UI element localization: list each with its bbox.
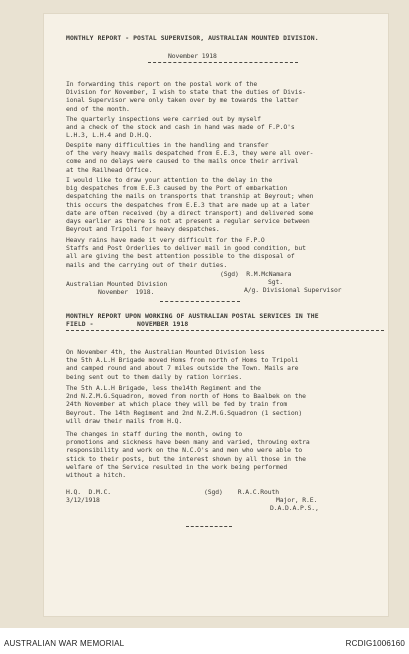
collection-label: AUSTRALIAN WAR MEMORIAL [4, 639, 125, 648]
report2-paragraph-1: On November 4th, the Australian Mounted Division less the 5th A.L.H Brigade moved Homs from north of Homs to Tripoli and camped round and about 7 miles outside the Town. Mails are being sent out to them daily by ration lorries. [66, 348, 299, 381]
report2-place: H.Q. D.M.C. [66, 488, 111, 496]
record-id: RCDIG1006160 [345, 639, 405, 648]
report2-role: D.A.D.A.P.S., [270, 504, 319, 512]
report2-rank: Major, R.E. [276, 496, 318, 504]
report2-title-line1: MONTHLY REPORT UPON WORKING OF AUSTRALIAN POSTAL SERVICES IN THE [66, 312, 319, 320]
section-divider [160, 301, 240, 302]
report1-paragraph-4: I would like to draw your attention to the delay in the big despatches from E.E.3 caused by the Port of embarkation despatching the mails on transports that tranship at Beyrout; when this occurs the despatches from E.E.3 that are made up at a later date are often received (by a direct transport) and delivered some days earlier as there is not at present a regular service between Beyrout and Tripoli for heavy despatches. [66, 176, 314, 234]
report2-title-line2: FIELD - NOVEMBER 1918 [66, 320, 189, 328]
report2-paragraph-2: The 5th A.L.H Brigade, less the14th Regiment and the 2nd N.Z.M.G.Squadron, moved from north of Homs to Baalbek on the 24th November at which place they will be fed by train from Beyrout. The 14th Regiment and 2nd N.Z.M.G.Squadron (1 section) will draw their mails from H.Q. [66, 384, 306, 425]
report1-paragraph-5: Heavy rains have made it very difficult for the F.P.O Staffs and Post Orderlies to deliver mail in good condition, but all are giving the best attention possible to the disposal of mails and the carrying out of their duties. [66, 236, 306, 269]
report2-paragraph-3: The changes in staff during the month, owing to promotions and sickness have been many and varied, throwing extra responsibility and work on the N.C.O's and men who were able to stick to their posts, but the interest shown by all those in the welfare of the Service resulted in the work being performed without a hitch. [66, 430, 310, 480]
report1-paragraph-2: The quarterly inspections were carried out by myself and a check of the stock and cash in hand was made of F.P.O's L.H.3, L.H.4 and D.H.Q. [66, 115, 295, 140]
report1-month: November 1918 [168, 52, 217, 60]
title-underline [148, 62, 298, 63]
report1-rank: Sgt. [268, 278, 283, 286]
report1-paragraph-3: Despite many difficulties in the handling and transfer of the very heavy mails despatched from E.E.3, they were all over- come and no delays were caused to the mails once their arrival at the Railhead Office. [66, 141, 314, 174]
archive-footer [0, 628, 409, 654]
report1-title: MONTHLY REPORT - POSTAL SUPERVISOR, AUSTRALIAN MOUNTED DIVISION. [66, 34, 319, 42]
document-page [44, 14, 388, 616]
report2-signature: (Sgd) R.A.C.Routh [204, 488, 279, 496]
end-divider [186, 526, 232, 527]
report1-paragraph-1: In forwarding this report on the postal work of the Division for November, I wish to state that the duties of Divis- ional Supervisor were only taken over by me towards the latter end of the month. [66, 80, 306, 113]
report1-role: A/g. Divisional Supervisor [244, 286, 342, 294]
report2-date: 3/12/1918 [66, 496, 100, 504]
report1-unit: Australian Mounted Division [66, 280, 168, 288]
report1-signature: (Sgd) R.M.McNamara [220, 270, 292, 278]
report2-title-underline [66, 330, 384, 331]
report1-date: November 1918. [98, 288, 155, 296]
